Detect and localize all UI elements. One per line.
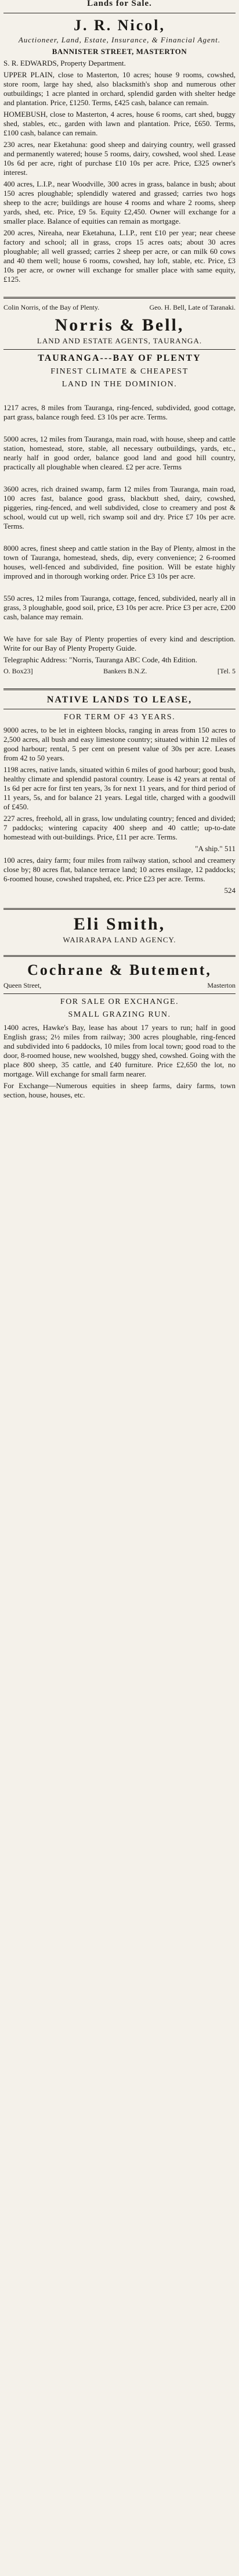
norris-listing: 1217 acres, 8 miles from Tauranga, ring-fenced, subdivided, good cottage, part grass, balance rough feed. £3 10s per acre. Terms. — [3, 403, 236, 421]
nicol-staff: S. R. EDWARDS, Property Department. — [3, 59, 126, 67]
nicol-listing: 400 acres, L.I.P., near Woodville, 300 acres in grass, balance in bush; about 150 acres ploughable; splendidly watered and grassed; carries two hogs sheep to the acre; buildings are house 4 rooms and whare 2 rooms, sheep yards, shed, etc. Price, £9 5s. Equity £2,450. Owner will exchange for a smaller place. Balance of equities can remain as mortgage. — [3, 180, 236, 225]
smith-name: Eli Smith, — [73, 914, 166, 934]
divider — [3, 688, 236, 690]
smith-ad — [3, 914, 236, 950]
nicol-titles: Auctioneer, Land, Estate, Insurance, & Financial Agent. — [18, 35, 221, 44]
norris-ad — [3, 303, 236, 684]
smith-titles: WAIRARAPA LAND AGENCY. — [63, 935, 176, 944]
native-term: FOR TERM OF 43 YEARS. — [63, 713, 176, 722]
cochrane-listing: 1400 acres, Hawke's Bay, lease has about 17 years to run; half in good English grass; 2½ miles from railway; 300 acres ploughable, ring-fenced and subdivided into 6 paddocks, 10 miles from local town; good road to the door, 8-roomed house, new woolshed, buggy shed, cowshed. Going with the place 800 sheep, 35 cattle, and £40 furniture. Price £2,650 the lot, no mortgage. Will exchange for small farm nearer. — [3, 1023, 236, 1078]
column-heading: Lands for Sale. — [87, 0, 152, 8]
telegraphic-value: "Norris, Tauranga ABC Code, 4th Edition. — [69, 655, 197, 664]
partners-line — [3, 303, 236, 312]
native-listing: 100 acres, dairy farm; four miles from railway station, school and creamery close by; 80 acres flat, balance terrace land; 10 acres ensilage, 12 paddocks; 6-roomed house, cowshed trapshed, etc. Price £23 per acre. Terms. — [3, 856, 236, 883]
norris-listing: 3600 acres, rich drained swamp, farm 12 miles from Tauranga, main road, 100 acres fast, balance good grass, blackbutt shed, dairy, cowshed, piggeries, ring-fenced, and well subdivided, close to creamery and post & school, would cut up well, rich swamp soil and dry. Price £7 10s per acre. Terms. — [3, 485, 236, 530]
telephone: [Tel. 5 — [217, 667, 236, 675]
cochrane-address — [3, 981, 236, 990]
native-heading: NATIVE LANDS TO LEASE, — [46, 695, 193, 705]
norris-telegraphic — [3, 655, 236, 665]
native-ref-ship: "A ship." — [195, 844, 223, 853]
bankers: Bankers B.N.Z. — [103, 667, 147, 675]
cochrane-small-heading: SMALL GRAZING RUN. — [68, 1010, 171, 1019]
norris-closing: We have for sale Bay of Plenty properties of every kind and description. Write for our Bay of Plenty Property Guide. — [3, 634, 236, 652]
norris-footer — [3, 667, 236, 676]
nicol-listing: UPPER PLAIN, close to Masterton, 10 acres; house 9 rooms, cowshed, store room, large hay shed, also blacksmith's shop and numerous other outbuildings; 1 acre planted in orchard, splendid garden with shelter hedge and plantation. Price, £1250. Terms, £425 cash, balance can remain. — [3, 70, 236, 107]
native-listing: 227 acres, freehold, all in grass, low undulating country; fenced and divided; 7 paddocks; wintering capacity 400 sheep and 40 cattle; up-to-date homestead with out-buildings. Price, £11 per acre. Terms. — [3, 814, 236, 841]
cochrane-sale-heading: FOR SALE OR EXCHANGE. — [60, 998, 179, 1006]
norris-tagline-2: LAND IN THE DOMINION. — [61, 380, 178, 389]
norris-titles: LAND AND ESTATE AGENTS, TAURANGA. — [37, 336, 202, 345]
divider — [3, 955, 236, 957]
cochrane-exchange: For Exchange—Numerous equities in sheep farms, dairy farms, town section, house, houses, etc. — [3, 1081, 236, 1099]
telegraphic-label: Telegraphic Address: — [3, 655, 67, 664]
norris-listing: 550 acres, 12 miles from Tauranga, cottage, fenced, subdivided, nearly all in grass, 3 ploughable, good soil, price, £3 10s per acre. Price £3 per acre, £200 cash, balance may remain. — [3, 594, 236, 621]
cochrane-name: Cochrane & Butement, — [27, 961, 212, 978]
partner-left: Colin Norris, of the Bay of Plenty. — [3, 303, 100, 311]
divider — [3, 349, 236, 350]
nicol-listing: 230 acres, near Eketahuna: good sheep and dairying country, well grassed and permanently watered; house 5 rooms, dairy, cowshed, wool shed. Lease 10s 6d per acre, right of purchase £10 10s per acre. Price, £325 owner's interest. — [3, 140, 236, 177]
norris-banner: TAURANGA---BAY OF PLENTY — [38, 353, 201, 363]
cochrane-ad — [3, 961, 236, 1108]
partner-right: Geo. H. Bell, Late of Taranaki. — [149, 303, 236, 311]
native-ref-number: 511 — [224, 844, 236, 853]
divider — [3, 908, 236, 910]
native-listing: 1198 acres, native lands, situated within 6 miles of good harbour; good bush, healthy climate and splendid pastoral country. Lease is 42 years at rental of 1s 6d per acre for first ten years, 3s for next 11 years, and for third period of 11 years, 5s, and for balance 21 years. Legal title, charged with a goodwill of £450. — [3, 765, 236, 811]
native-ref — [3, 844, 236, 853]
divider — [3, 297, 236, 299]
nicol-ad — [3, 17, 236, 292]
newspaper-page — [0, 0, 239, 1108]
nicol-listing: 200 acres, Nireaha, near Eketahuna, L.I.P., rent £10 per year; near cheese factory and school; all in grass, crops 15 acres oats; about 30 acres ploughable; all well grassed; carries 2 sheep per acre, or can milk 60 cows and 40 them well; house 6 rooms, cowshed, hay loft, stable, etc. Price, £3 10s per acre, or owner will exchange for smaller place with same equity, £125. — [3, 228, 236, 284]
norris-listing: 8000 acres, finest sheep and cattle station in the Bay of Plenty, almost in the town of Tauranga, homestead, sheds, dip, every convenience; 2 6-roomed houses, well-fenced and subdivided, fine position. Will be estate highly improved and in thorough working order. Price £3 10s per acre. — [3, 544, 236, 580]
native-lands-ad — [3, 695, 236, 903]
norris-listing: 5000 acres, 12 miles from Tauranga, main road, with house, sheep and cattle station, homestead, store, stable, all necessary outbuildings, yards, etc., nearly half in good order, balance good land and good hill country, practically all ploughable when cleared. £2 per acre. Terms — [3, 435, 236, 471]
native-listing: 9000 acres, to be let in eighteen blocks, ranging in areas from 150 acres to 2,500 acres, all bush and easy limestone country; situated within 12 miles of good harbour; rental, 5 per cent on present value of 30s per acre. Leases from 42 to 50 years. — [3, 726, 236, 762]
cochrane-town: Masterton — [207, 981, 236, 989]
nicol-name: J. R. Nicol, — [73, 17, 166, 34]
native-ref-end: 524 — [224, 886, 236, 895]
nicol-listing: HOMEBUSH, close to Masterton, 4 acres, house 6 rooms, cart shed, buggy shed, stables, etc., garden with lawn and plantation. Price, £650. Terms, £100 cash, balance can remain. — [3, 110, 236, 137]
cochrane-street: Queen Street, — [3, 981, 42, 989]
nicol-street: BANNISTER STREET, MASTERTON — [52, 47, 187, 56]
po-box: O. Box23] — [3, 667, 33, 675]
norris-name: Norris & Bell, — [55, 315, 184, 335]
divider — [3, 993, 236, 994]
norris-tagline: FINEST CLIMATE & CHEAPEST — [50, 367, 189, 376]
